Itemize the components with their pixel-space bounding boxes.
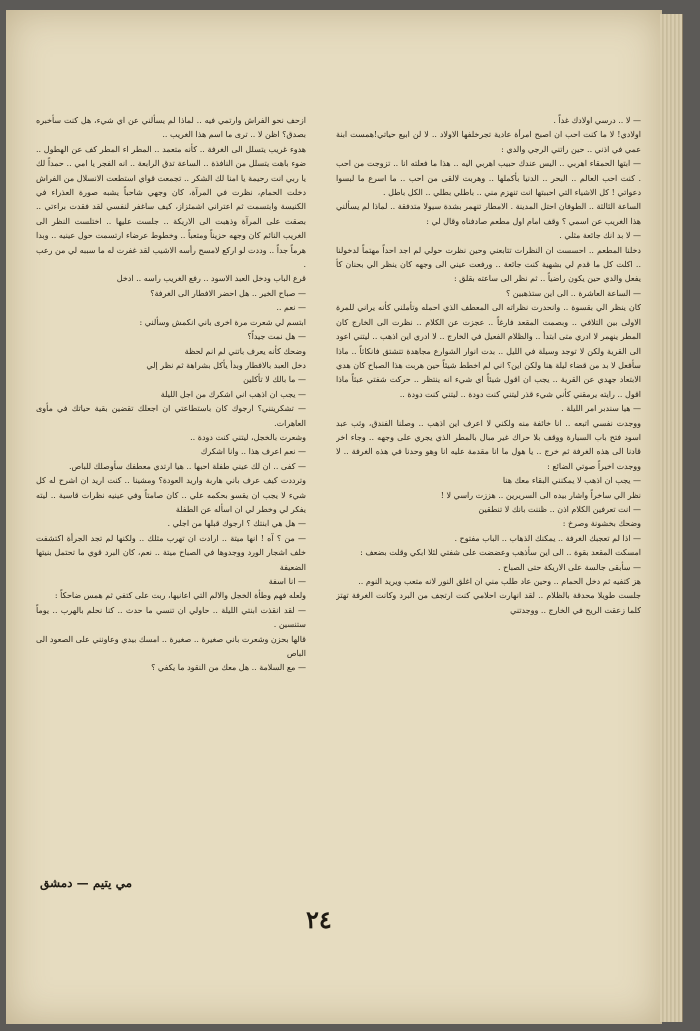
- paragraph: — مع السلامة .. هل معك من النقود ما يكفي ؟: [151, 663, 306, 673]
- paragraph: — من ؟ آه ! انها ميتة .. ارادت ان تهرب مثلك .. ولكنها لم تجد الجرأة اكتشفت خلف اشجار الورد ووجدوها في الصباح ميتة .. نعم، كان البرد قوي ما تحتمل بنيتها الضعيفة: [36, 533, 306, 572]
- paragraph: — يجب ان اذهب اني اشكرك من اجل الليلة: [160, 389, 306, 399]
- paragraph: — هيا سندبر امر الليلة .: [561, 404, 641, 414]
- paragraph: نظر الي ساخراً واشار بيده الى السريرين .. هززت راسي لا !: [440, 490, 641, 500]
- paragraph: — كفى .. ان لك عيني طفلة احبها .. هيا ارتدي معطفك سأوصلك للباص.: [68, 461, 306, 471]
- paragraph: — لا .. درسي اولادك غداً .: [553, 116, 641, 125]
- paragraph: — صباح الخير .. هل احضر الافطار الى الغرفة؟: [150, 288, 306, 298]
- text-column-left: [36, 114, 306, 834]
- paragraph: جلست طويلا محدقة بالظلام .. لقد انهارت احلامي كنت ارتجف من البرد وكانت الغرفة تهتز كلما زعقت الريح في الخارج .. ووجدتني: [336, 591, 641, 615]
- paragraph: — سأبقى جالسة على الاريكة حتى الصباح .: [498, 562, 641, 572]
- paragraph: — الساعة العاشرة .. الى اين ستذهبين ؟: [505, 288, 641, 298]
- paragraph: هدوء غريب يتسلل الى الغرفة .. كأنه متعمد .. المطر اء المطر كف عن الهطول .. ضوء باهت يتسلل من النافذة .. الساعة تدق الرابعة .. انه الفجر يا امي .. حمداً لك يا ربي انت رحيمة يا امنا لك الشكر .. تجمعت قواي استطعت الانسلال من الفراش دخلت الحمام، نظرت في المرآة، كان وجهي شاحباً يشبه صورة العذراء في الكنيسة وابتسمت ثم اعتراني اشمئزاز، كيف ساغفر لنفسي لقد فقدت براءتي .. بصقت على المرآة وذهبت الى الاريكة .. جلست عليها .. اختلست النظر الى الغريب النائم كان وجهه حزيناً ومتعباً .. وخطوط عرضاء ارتسمت حول عينيه .. وبدا هرماً جداً .. وددت لو اركع لامسح رأسه الاشيب لقد غفرت له ما سببه لي من رعب .: [36, 144, 306, 270]
- author-signature: مي يتيم — دمشق: [40, 876, 133, 890]
- paragraph: قرع الباب ودخل العبد الاسود .. رفع الغريب راسه .. ادخل: [116, 274, 306, 284]
- paragraph: ازحف نحو الفراش وارتمي فيه .. لماذا لم يسألني عن اي شيء، هل كنت سأخبره بصدق؟ اظن لا .. ترى ما اسم هذا الغريب ..: [36, 116, 306, 140]
- paragraph: ابتسم لي شعرت مرة اخرى باني انكمش وسألني :: [139, 317, 306, 327]
- paragraph: وضحك كأنه يعرف باتني لم انم لحظة: [184, 346, 306, 356]
- paragraph: اولادي! لا ما كنت احب ان اصبح امرأة عادية تجرخلفها الاولاد .. لا لن ابيع حياتي!همست ابنة عمي في اذني .. حين راتني الرجي والدي :: [336, 130, 641, 154]
- paragraph: الساعة الثالثة .. الطوفان احتل المدينة . الامطار تنهمر بشدة سيولا متدفقة .. لماذا لم يسألني هذا الغريب عن اسمي ؟ وقف امام اول مطعم صادفناه وقال لي :: [336, 202, 641, 226]
- paragraph: دخل العبد بالافطار وبدأ يأكل بشراهة ثم نظر إلي: [146, 360, 306, 370]
- paragraph: كان ينظر الي بقسوة .. وانحدرت نظراته الى المعطف الذي احمله وتأملني كأنه يراني للمرة الاولى بين التلافي .. وبصمت المقعد فارغاً .. عجزت عن الكلام .. نظرت الى الخارج كان المطر ينهمر لا ادري متى ابتدأ .. والظلام الفعيل في الخارج .. لا ادري اين اذهب .. ليتني اعود الى القرية ولكن لا توجد وسيلة في الليل .. بدت انوار الشوارع مجاهدة تتشتق فانكاثاً .. ماذا سأفعل لا بد من قضاء ليلة هنا ولكن اين؟ اني لم اخطط شيئاً حين هربت هذا الصباح كان هدي الابتعاد جهدي عن القرية .. يجب ان اقول شيئاً اي شيء انه ينتظر .. حركت شفتي عبثاً ماذا اقول .. رايته يرمقني كأني شيء قذر ليتني كنت دودة .. ليتني كنت دودة ..: [336, 303, 641, 399]
- paragraph: — هل هي ابنتك ؟ ارجوك قبلها من اجلي .: [167, 519, 306, 529]
- paragraph: — ما بالك لا تأكلين: [243, 375, 306, 385]
- paragraph: وترددت كيف عرف باني هاربة واريد العودة؟ ومشينا .. كنت اريد ان اشرح له كل شيء لا يجب ان يقسو بحكمه علي .. كان صامتاً وفي عينيه نظرات قاسية .. ليته يفكر لي وخطر لي ان اسأله عن الطفلة: [36, 476, 306, 514]
- paragraph: — انت تعرفين الكلام اذن .. ظننت بانك لا تنطقين: [478, 504, 641, 514]
- paragraph: — نعم اعرف هذا .. وانا اشكرك: [200, 447, 306, 457]
- paragraph: وشعرت بالخجل، ليتني كنت دودة ..: [190, 432, 306, 442]
- page-number: ٢٤: [306, 905, 332, 934]
- magazine-page: [6, 10, 662, 1024]
- paragraph: — لقد انقذت ابنتي الليلة .. حاولي ان تنسي ما حدث .. كنا نحلم بالهرب .. يوماً ستنسين .: [36, 605, 306, 630]
- paragraph: قالها بحزن وشعرت باني صغيرة .. صغيرة .. امسك بيدي وعاونني على الصعود الى الباص: [36, 634, 306, 659]
- paragraph: وضحك بخشونة وصرخ :: [562, 519, 641, 529]
- paragraph: امسكت المقعد بقوة .. الى اين سأذهب وعضضت على شفتي لئلا ابكي وقلت بضعف :: [360, 548, 641, 558]
- paragraph: — انا اسفة: [268, 577, 306, 586]
- page-stack-edge: [660, 14, 683, 1022]
- paragraph: ولعله فهم وطأة الخجل والالم التي اعانيها، ربت على كتفي ثم همس ضاحكاً :: [54, 591, 306, 601]
- paragraph: هز كتفيه ثم دخل الحمام .. وحين عاد طلب مني ان اغلق النور لانه متعب ويريد النوم ..: [358, 577, 641, 586]
- paragraph: — ابتها الحمقاء اهربي .. اليس عندك حبيب اهربي اليه .. هذا ما فعلته انا .. تزوجت من احب . كنت احب العالم .. البحر .. الدنيا بأكملها .. وهربت لالقى من احب .. ما اسرع ما لبسوا دعواتي ! كل الاشياء التي احببتها انت تنهزم مني .. باطلي بطلي .. الكل باطل .: [336, 159, 641, 198]
- paragraph: — اذا لم تعجبك الغرفة .. يمكنك الذهاب .. الباب مفتوح .: [454, 533, 641, 543]
- paragraph: — هل نمت جيداً؟: [247, 332, 306, 342]
- paragraph: — يجب ان اذهب لا يمكنني البقاء معك هنا: [502, 476, 641, 486]
- paragraph: — لا بد انك جائعة مثلي .: [559, 231, 641, 241]
- paragraph: دخلنا المطعم .. احسست ان النظرات تتابعني وحين نظرت حولي لم اجد احداً مهتماً لدخولنا .. اكلت كل ما قدم لي بشهية كنت جائعة .. ورفعت عيني الى وجهه كان ينظر الي بحنان كأ يفعل والدي حين يكون راضياً .. ثم نظر الى ساعته بقلق :: [336, 245, 641, 284]
- paragraph: ووجدت نفسي اتبعه .. انا خائفة منه ولكني لا اعرف اين اذهب .. وصلنا الفندق، وثب عبد اسود فتح باب السيارة ووقف بلا حراك غير مبال بالمطر الذي يجري على وجهه .. وجاء اخر قادنا الى هذه الغرفة ثم خرج .. يا هول ما انا مقدمة عليه انا وهو وحدنا في هذه الغرفة .. لا ووجدت اخيراً صوتي الضائع :: [336, 418, 641, 471]
- text-column-right: [336, 114, 641, 889]
- paragraph: — نعم ..: [276, 303, 306, 313]
- paragraph: — تشكرينني؟ ارجوك كان باستطاعتي ان اجعلك تقضين بقية حياتك في مأوى العاهرات.: [36, 404, 306, 428]
